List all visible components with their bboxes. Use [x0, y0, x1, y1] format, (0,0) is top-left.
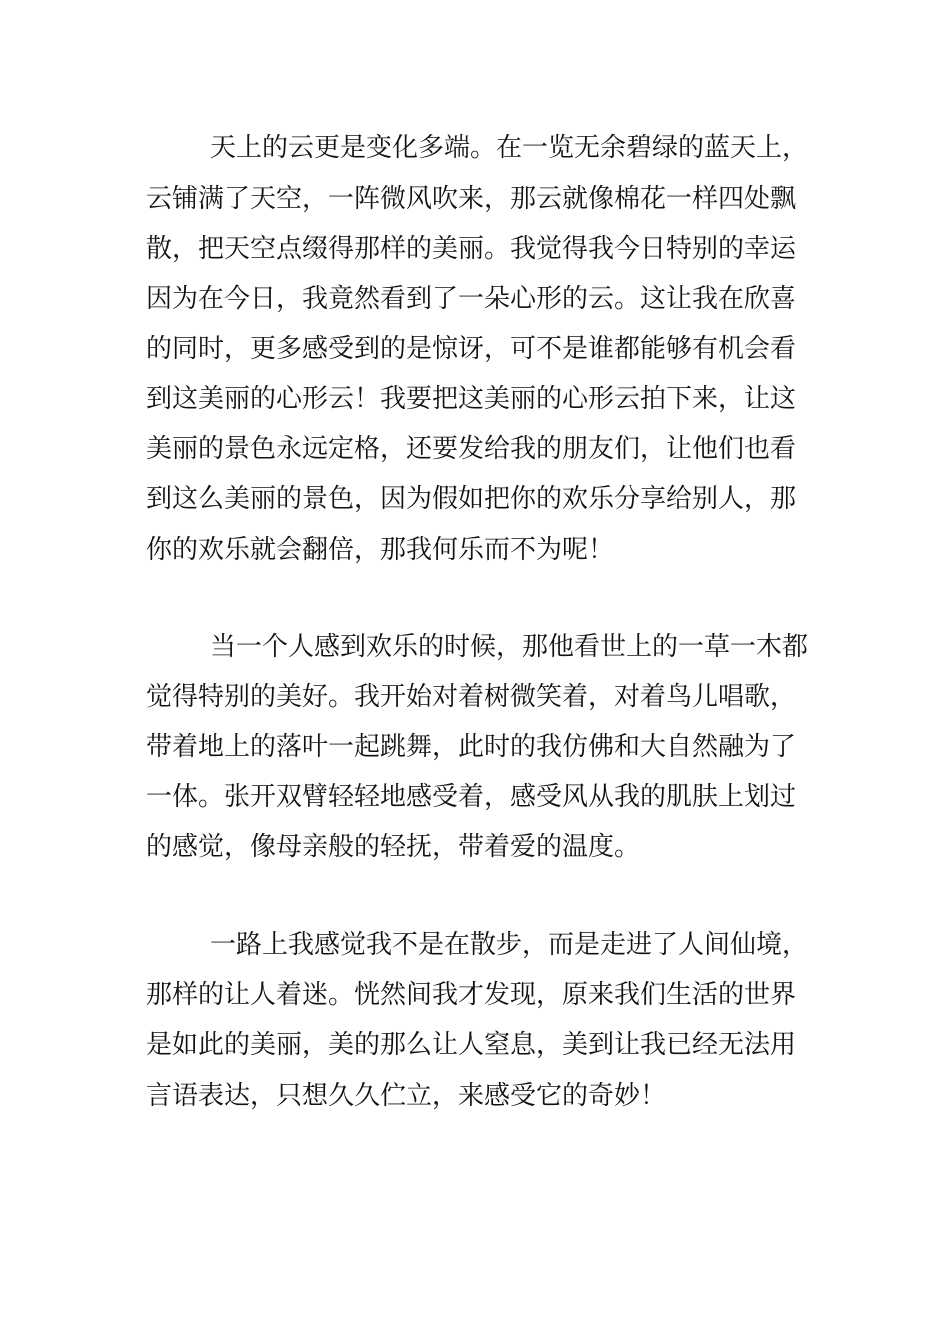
- text-line: 的感觉，像母亲般的轻抚，带着爱的温度。: [146, 832, 641, 862]
- text-line: 的同时，更多感受到的是惊讶，可不是谁都能够有机会看: [146, 334, 797, 364]
- text-line: 到这么美丽的景色，因为假如把你的欢乐分享给别人，那: [146, 484, 797, 514]
- text-line: 言语表达，只想久久伫立，来感受它的奇妙！: [146, 1081, 667, 1111]
- text-line: 到这美丽的心形云！我要把这美丽的心形云拍下来，让这: [146, 384, 797, 414]
- text-line: 美丽的景色永远定格，还要发给我的朋友们，让他们也看: [146, 434, 797, 464]
- text-line: 觉得特别的美好。我开始对着树微笑着，对着鸟儿唱歌，: [146, 682, 797, 712]
- text-line: 带着地上的落叶一起跳舞，此时的我仿佛和大自然融为了: [146, 732, 797, 762]
- text-line: 一路上我感觉我不是在散步，而是走进了人间仙境，: [210, 930, 809, 960]
- text-line: 云铺满了天空，一阵微风吹来，那云就像棉花一样四处飘: [146, 184, 797, 214]
- text-line: 是如此的美丽，美的那么让人窒息，美到让我已经无法用: [146, 1030, 797, 1060]
- text-line: 一体。张开双臂轻轻地感受着，感受风从我的肌肤上划过: [146, 782, 797, 812]
- text-line: 散，把天空点缀得那样的美丽。我觉得我今日特别的幸运: [146, 234, 797, 264]
- text-line: 你的欢乐就会翻倍，那我何乐而不为呢！: [146, 535, 615, 565]
- text-line: 那样的让人着迷。恍然间我才发现，原来我们生活的世界: [146, 980, 797, 1010]
- text-line: 天上的云更是变化多端。在一览无余碧绿的蓝天上，: [210, 133, 809, 163]
- text-line: 因为在今日，我竟然看到了一朵心形的云。这让我在欣喜: [146, 284, 797, 314]
- text-line: 当一个人感到欢乐的时候，那他看世上的一草一木都: [210, 632, 809, 662]
